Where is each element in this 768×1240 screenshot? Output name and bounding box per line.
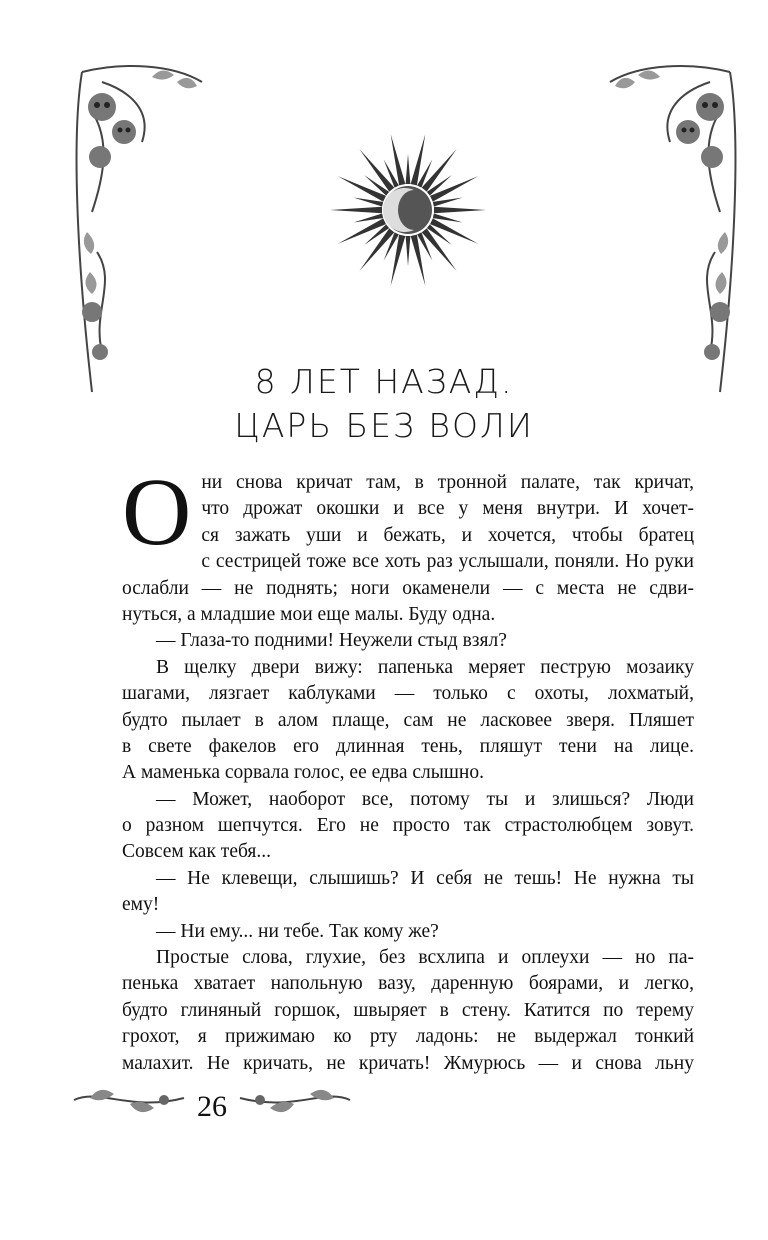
text-line: — Не клевещи, слышишь? И себя не тешь! Не нужна ты — [156, 867, 694, 889]
sun-ray — [338, 218, 386, 243]
sun-ray — [430, 218, 478, 243]
footer-flourish-right-icon — [236, 1078, 354, 1128]
text-line: о разном шепчутся. Его не просто так страстолюбцем зовут. — [122, 815, 694, 837]
drop-cap: О — [122, 458, 192, 565]
sun-ray — [406, 236, 411, 266]
text-line: ни снова кричат там, в тронной палате, так кричат, — [201, 472, 694, 493]
text-line: малахит. Не кричать, не кричать! Жмурюсь — и снова льну — [122, 1052, 694, 1074]
text-line: — Может, наоборот все, потому ты и злишься? Люди — [156, 788, 694, 810]
text-line: шагами, лязгает каблуками — только с охоты, лохматый, — [122, 683, 694, 705]
sun-ray — [434, 207, 486, 213]
floral-corner-ornament-left — [62, 52, 212, 412]
text-line: ослабли — не поднять; ноги окаменели — с места не сдви- — [122, 577, 694, 599]
text-line: будто глиняный горшок, швыряет в стену. Катится по терему — [122, 999, 694, 1021]
text-line: А маменька сорвала голос, ее едва слышно. — [122, 762, 484, 784]
text-line: Совсем как тебя... — [122, 841, 272, 863]
text-line: в свете факелов его длинная тень, пляшут тени на лице. — [122, 735, 694, 757]
text-line: ся зажать уши и бежать, и хочется, чтобы братец — [201, 524, 694, 546]
text-line: Простые слова, глухие, без всхлипа и оплеухи — но па- — [156, 947, 694, 969]
chapter-title-line-2: ЦАРЬ БЕЗ ВОЛИ — [234, 406, 534, 445]
text-line: будто пылает в алом плаще, сам не ласковее зверя. Пляшет — [122, 709, 694, 731]
text-line: грохот, я прижимаю ко рту ладонь: не выдержал тонкий — [122, 1026, 694, 1048]
text-line: пенька хватает напольную вазу, даренную боярами, и легко, — [122, 973, 694, 995]
text-line: В щелку двери вижу: папенька меряет пеструю мозаику — [156, 656, 694, 678]
text-line: ему! — [122, 894, 160, 916]
footer-flourish-left-icon — [70, 1078, 188, 1128]
chapter-body-text — [122, 458, 694, 1077]
chapter-title-line-1: 8 ЛЕТ НАЗАД. — [254, 362, 514, 401]
sun-ray — [338, 176, 386, 201]
text-line: с сестрицей тоже все хоть раз услышали, поняли. Но руки — [201, 551, 694, 573]
text-line: что дрожат окошки и все у меня внутри. И хочет- — [201, 498, 694, 520]
text-line: — Глаза-то подними! Неужели стыд взял? — [156, 630, 507, 652]
sun-ray — [330, 207, 382, 213]
skull-icon — [88, 93, 116, 121]
text-line: нуться, а младшие мои еще малы. Буду одна. — [122, 603, 496, 625]
text-line: — Ни ему... ни тебе. Так кому же? — [156, 920, 439, 942]
sun-moon-icon — [328, 110, 488, 310]
floral-corner-ornament-right — [600, 52, 750, 412]
sun-ray — [406, 154, 411, 184]
sun-ray — [430, 176, 478, 201]
page-number: 26 — [197, 1090, 227, 1123]
